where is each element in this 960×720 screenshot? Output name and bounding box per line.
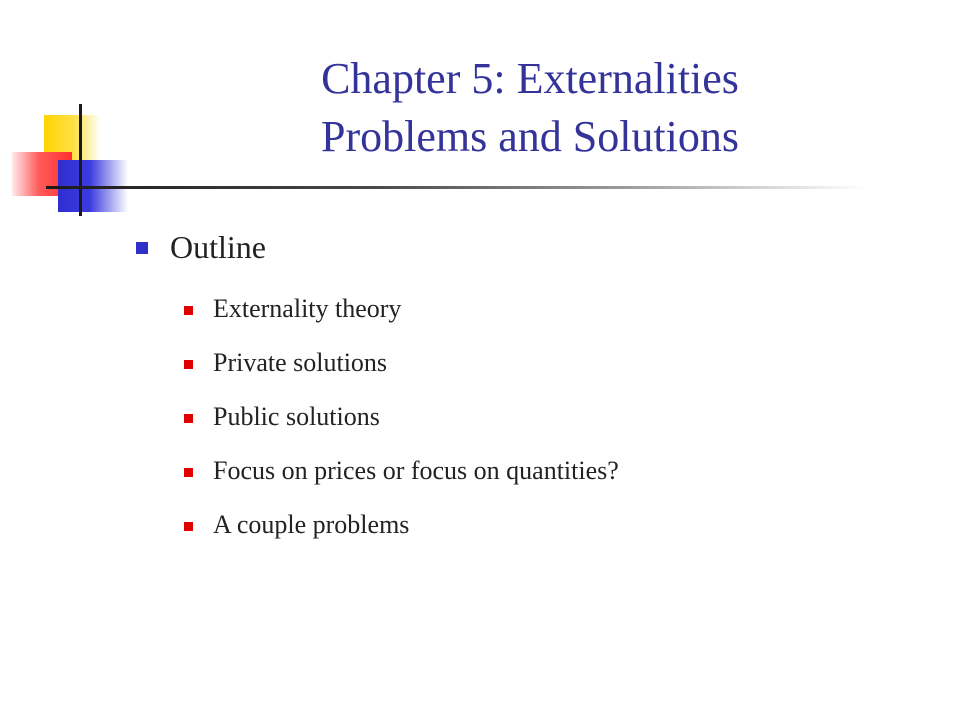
title-line-1: Chapter 5: Externalities — [321, 54, 739, 103]
list-item-text: Public solutions — [213, 402, 380, 431]
list-item — [184, 390, 916, 444]
outline-list — [184, 282, 916, 552]
square-bullet-icon — [184, 360, 193, 369]
outline-heading — [136, 224, 916, 270]
list-item — [184, 336, 916, 390]
square-bullet-icon — [184, 522, 193, 531]
list-item — [184, 282, 916, 336]
list-item-text: A couple problems — [213, 510, 410, 539]
list-item — [184, 498, 916, 552]
outline-heading-text: Outline — [170, 228, 266, 265]
square-bullet-icon — [184, 414, 193, 423]
list-item-text: Focus on prices or focus on quantities? — [213, 456, 619, 485]
vertical-rule — [79, 104, 82, 216]
title-underline-rule — [46, 186, 866, 189]
square-bullet-icon — [184, 306, 193, 315]
square-bullet-icon — [184, 468, 193, 477]
square-bullet-icon — [136, 242, 148, 254]
title-line-2: Problems and Solutions — [320, 112, 740, 161]
slide-title — [130, 50, 930, 166]
slide-content — [136, 224, 916, 552]
list-item-text: Private solutions — [213, 348, 388, 377]
list-item-text: Externality theory — [213, 294, 402, 323]
list-item — [184, 444, 916, 498]
